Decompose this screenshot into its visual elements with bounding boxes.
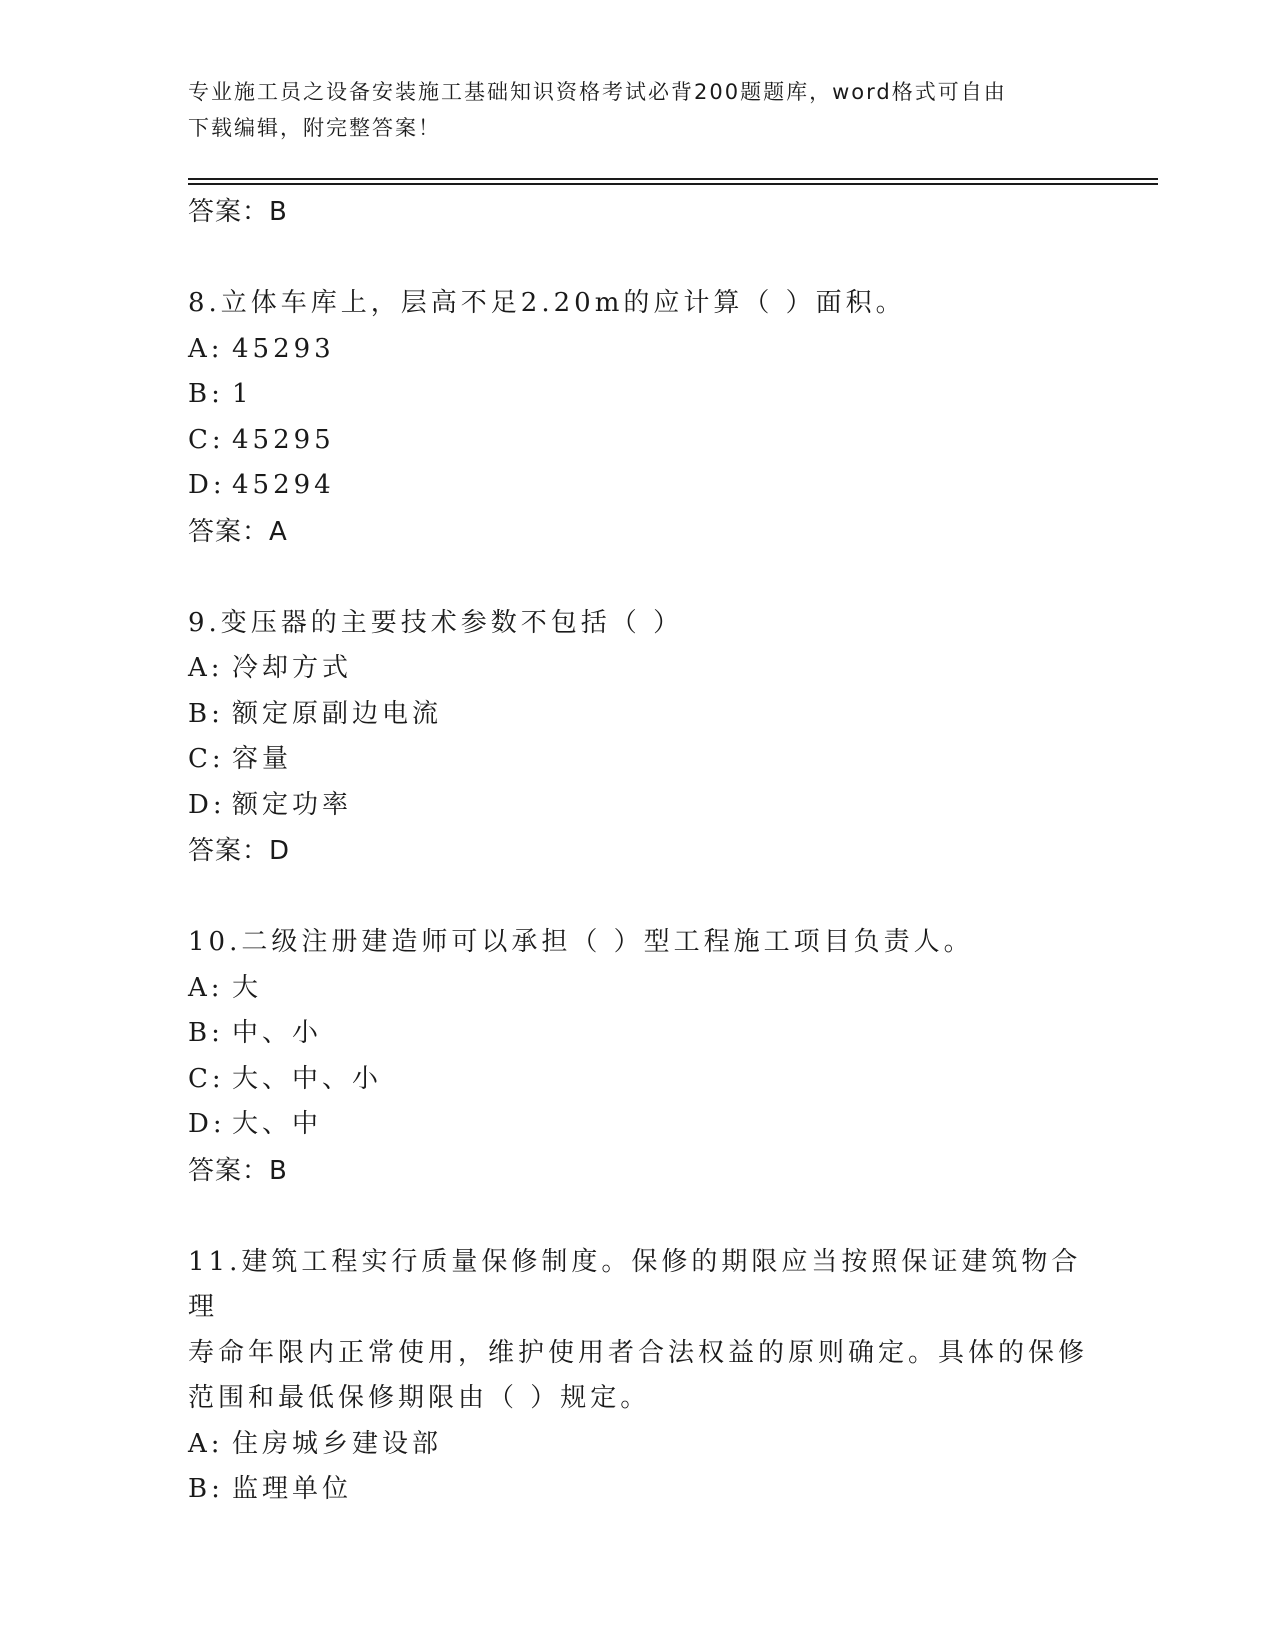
option-letter: A: — [188, 653, 224, 683]
option-a — [188, 1422, 1088, 1468]
option-text: 冷却方式 — [232, 653, 353, 683]
document-header — [188, 74, 1068, 146]
option-letter: D: — [188, 470, 226, 500]
question-text-line-1: 11.建筑工程实行质量保修制度。保修的期限应当按照保证建筑物合理 — [188, 1246, 1082, 1322]
option-d — [188, 783, 1088, 829]
option-text: 45294 — [232, 470, 335, 500]
question-text-line-2: 寿命年限内正常使用，维护使用者合法权益的原则确定。具体的保修 — [188, 1337, 1089, 1368]
option-text: 容量 — [232, 744, 293, 774]
option-letter: C: — [188, 1063, 225, 1094]
option-letter: A: — [188, 1428, 224, 1459]
option-b — [188, 1011, 1088, 1057]
option-a — [188, 327, 1088, 373]
option-text: 住房城乡建设部 — [232, 1428, 443, 1459]
header-divider-bottom — [188, 183, 1158, 185]
option-letter: D: — [188, 1109, 226, 1139]
option-letter: D: — [188, 789, 226, 820]
option-letter: B: — [188, 698, 224, 729]
question-text-line-3: 范围和最低保修期限由（ ）规定。 — [188, 1383, 651, 1413]
option-a — [188, 646, 1088, 692]
option-letter: B: — [188, 1474, 224, 1504]
option-letter: A: — [188, 333, 224, 364]
option-b — [188, 372, 1088, 418]
header-line-2: 下载编辑，附完整答案！ — [188, 116, 441, 140]
option-text: 大、中、小 — [232, 1063, 383, 1094]
question-9 — [188, 601, 1088, 875]
answer-line: 答案：B — [188, 1155, 288, 1186]
option-text: 45295 — [232, 424, 335, 455]
question-text: 8.立体车库上，层高不足2.20m的应计算（ ）面积。 — [188, 288, 906, 318]
option-a — [188, 966, 1088, 1012]
option-letter: B: — [188, 379, 224, 409]
option-text: 额定功率 — [232, 789, 353, 820]
option-c — [188, 418, 1088, 464]
option-letter: A: — [188, 972, 224, 1003]
option-c — [188, 737, 1088, 783]
question-11 — [188, 1240, 1088, 1513]
option-text: 中、小 — [232, 1018, 323, 1048]
spacer — [188, 235, 1088, 281]
option-b — [188, 692, 1088, 738]
header-line-1: 专业施工员之设备安装施工基础知识资格考试必背200题题库，word格式可自由 — [188, 80, 1007, 104]
spacer — [188, 555, 1088, 601]
spacer — [188, 1194, 1088, 1240]
option-text: 45293 — [232, 333, 335, 364]
question-list — [188, 189, 1088, 1513]
answer-line: 答案：A — [188, 516, 288, 547]
option-letter: C: — [188, 744, 225, 774]
question-text: 9.变压器的主要技术参数不包括（ ） — [188, 607, 684, 638]
option-c — [188, 1057, 1088, 1103]
spacer — [188, 874, 1088, 920]
option-text: 监理单位 — [232, 1474, 353, 1504]
option-letter: C: — [188, 424, 225, 455]
option-d — [188, 1102, 1088, 1148]
question-8 — [188, 281, 1088, 555]
option-text: 1 — [232, 379, 253, 409]
answer-line: 答案：D — [188, 836, 291, 866]
option-text: 额定原副边电流 — [232, 698, 443, 729]
header-divider-top — [188, 178, 1158, 180]
question-10 — [188, 920, 1088, 1194]
option-letter: B: — [188, 1018, 224, 1048]
option-d — [188, 463, 1088, 509]
previous-answer: 答案：B — [188, 197, 288, 227]
option-b — [188, 1467, 1088, 1513]
option-text: 大、中 — [232, 1109, 323, 1139]
question-text: 10.二级注册建造师可以承担（ ）型工程施工项目负责人。 — [188, 927, 974, 957]
option-text: 大 — [232, 972, 263, 1003]
